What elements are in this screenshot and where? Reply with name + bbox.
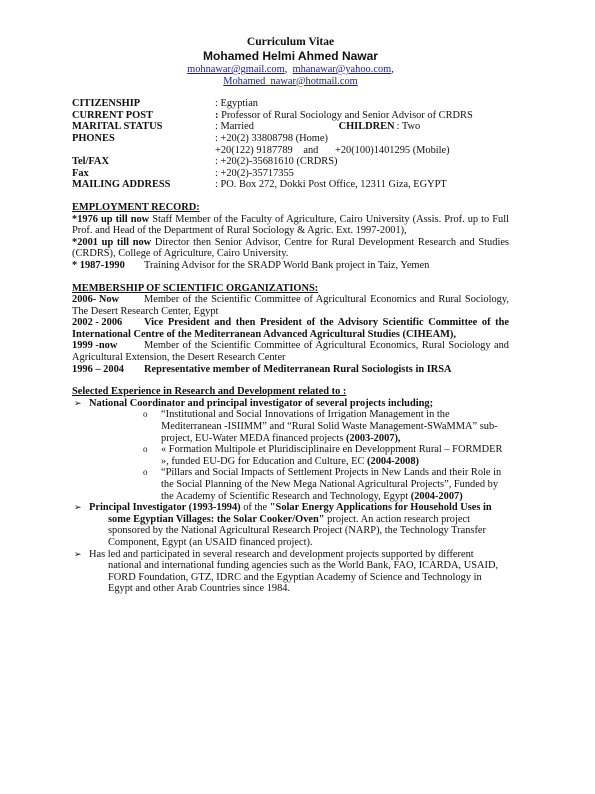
mail-value: : PO. Box 272, Dokki Post Office, 12311 Giza, EGYPT <box>215 179 447 191</box>
info-row-phones <box>72 133 509 145</box>
marital-label: MARITAL STATUS <box>72 121 163 133</box>
email-separator: , <box>284 64 288 75</box>
info-row-telfax <box>72 156 509 168</box>
membership-entry <box>72 340 509 363</box>
project-item <box>143 467 509 502</box>
phones-label: PHONES <box>72 132 115 144</box>
membership-period: 2002 - 2006 <box>72 317 123 329</box>
project-period: (2003-2007), <box>345 432 401 444</box>
experience-text: National Coordinator and principal investigator of several projects including; <box>89 397 434 409</box>
person-name: Mohamed Helmi Ahmed Nawar <box>203 49 378 63</box>
marital-value: : Married <box>215 121 254 133</box>
experience-item <box>72 398 509 502</box>
post-label: CURRENT POST <box>72 109 153 121</box>
fax-value: : +20(2)-35717355 <box>215 167 294 179</box>
membership-text: Vice President and then President of the Advisory Scientific Committee of the International Centre of the Mediterranean Advanced Agricultural Studies (CIHEAM), <box>72 317 509 340</box>
telfax-label: Tel/FAX <box>72 156 109 168</box>
employment-entry <box>72 260 509 272</box>
circle-bullet-icon: o <box>143 409 148 420</box>
membership-entry <box>72 317 509 340</box>
circle-bullet-icon: o <box>143 444 148 455</box>
experience-text: project. An action research project sponsored by the National Agricultural Research Project (NARP), the Technology Transfer Component, Egypt (an USAID financed project). <box>108 513 486 548</box>
info-row-post <box>72 110 509 122</box>
project-text: « Formation Multipole et Pluridisciplinaire en Developpment Rural – FORMDER », funded EU-DG for Education and Culture, EC <box>161 444 503 467</box>
fax-label: Fax <box>72 167 89 179</box>
phone-mobile-2: +20(100)1401295 (Mobile) <box>334 144 450 156</box>
email-link-hotmail[interactable]: Mohamed_nawar@hotmail.com <box>223 75 358 87</box>
project-period: (2004-2008) <box>367 455 419 467</box>
post-colon: : <box>215 109 219 121</box>
experience-text: of the <box>240 502 270 514</box>
children-label: CHILDREN <box>338 121 395 133</box>
employment-entry <box>72 237 509 260</box>
employment-text: Staff Member of the Faculty of Agriculture, Cairo University (Assis. Prof. up to Full Prof. and Head of the Department of Rural Sociology & Agric. Ext. 1997-2001), <box>72 213 509 237</box>
employment-text: Director then Senior Advisor, Centre for Rural Development Research and Studies (CRDRS), College of Agriculture, Cairo University. <box>72 236 509 260</box>
experience-item <box>72 549 509 595</box>
project-sublist <box>89 409 509 502</box>
employment-entry <box>72 214 509 237</box>
circle-bullet-icon: o <box>143 467 148 478</box>
post-value: Professor of Rural Sociology and Senior Advisor of CRDRS <box>218 109 473 121</box>
employment-period: * 1987-1990 <box>72 259 125 271</box>
email-line <box>72 64 509 76</box>
experience-item <box>72 502 509 548</box>
children-value: : Two <box>396 121 421 133</box>
info-row-marital <box>72 121 509 133</box>
membership-text: Member of the Scientific Committee of Agricultural Economics, Rural Sociology and Agricultural Extension, the Desert Research Center <box>72 340 509 364</box>
personal-info-table <box>72 98 509 191</box>
mail-label: MAILING ADDRESS <box>72 179 171 191</box>
membership-text: Member of the Scientific Committee of Agricultural Economics and Rural Sociology, The Desert Research Center, Egypt <box>72 294 509 317</box>
email-separator: , <box>391 64 394 75</box>
employment-text: Training Advisor for the SRADP World Bank project in Taiz, Yemen <box>144 259 430 271</box>
arrow-bullet-icon: ➢ <box>74 397 82 408</box>
cv-header <box>72 36 509 87</box>
post-value-cell <box>215 110 509 122</box>
membership-entry <box>72 294 509 317</box>
employment-period: *2001 up till now <box>72 236 152 248</box>
membership-period: 1996 – 2004 <box>72 363 124 375</box>
phone-home: : +20(2) 33808798 (Home) <box>215 132 328 144</box>
project-item <box>143 444 509 467</box>
email-line-2 <box>72 76 509 88</box>
children-field <box>339 121 421 133</box>
membership-text: Representative member of Mediterranean Rural Sociologists in IRSA <box>144 363 452 375</box>
experience-list <box>72 398 509 595</box>
project-item <box>143 409 509 444</box>
doc-title: Curriculum Vitae <box>246 36 335 48</box>
project-period: (2004-2007) <box>410 490 463 502</box>
experience-bold: "Solar Energy Applications for Household Uses in some Egyptian Villages: the Solar Cooker/Oven" <box>108 502 492 525</box>
project-text: “Institutional and Social Innovations of Irrigation Management in the Mediterranean -ISIIMM” and “Rural Solid Waste Management-SWaMMA” sub-project, EU-Water MEDA financed projects <box>161 409 498 444</box>
experience-bold: Principal Investigator (1993-1994) <box>89 502 241 514</box>
arrow-bullet-icon: ➢ <box>74 502 82 513</box>
employment-heading: EMPLOYMENT RECORD: <box>72 201 200 213</box>
email-link-gmail[interactable]: mohnawar@gmail.com <box>187 64 285 75</box>
membership-entry <box>72 364 509 376</box>
employment-period: *1976 up till now <box>72 213 150 225</box>
membership-heading: MEMBERSHIP OF SCIENTIFIC ORGANIZATIONS: <box>72 282 319 294</box>
arrow-bullet-icon: ➢ <box>74 548 82 559</box>
phone-mobile-cell <box>215 145 509 157</box>
email-link-yahoo[interactable]: mhanawar@yahoo.com <box>292 64 392 75</box>
project-text: “Pillars and Social Impacts of Settlement Projects in New Lands and their Role in the Social Planning of the New Mega National Agricultural Projects”, Funded by the Academy of Scientific Research and Technology, Egypt <box>161 467 502 502</box>
phone-mobile-1: +20(122) 9187789 <box>215 144 293 156</box>
telfax-value: : +20(2)-35681610 (CRDRS) <box>215 156 338 168</box>
experience-text-block <box>72 502 509 548</box>
citizenship-label: CITIZENSHIP <box>72 98 141 110</box>
membership-period: 1999 -now <box>72 340 118 352</box>
marital-cell <box>215 121 509 133</box>
membership-period: 2006- Now <box>72 294 120 306</box>
info-row-citizenship <box>72 98 509 110</box>
citizenship-value: : Egyptian <box>215 98 258 110</box>
info-row-mail <box>72 179 509 191</box>
phone-and: and <box>303 144 319 156</box>
experience-heading: Selected Experience in Research and Development related to : <box>72 386 347 398</box>
info-row-phones-2 <box>72 145 509 157</box>
experience-text: Has led and participated in several research and development projects supported by different national and international funding agencies such as the World Bank, FAO, ICARDA, USAID, FORD Foundation, GTZ, IDRC and the Egyptian Academy of Science and Technology in Egypt and other Arab Countries since 1984. <box>89 548 499 595</box>
info-row-fax <box>72 168 509 180</box>
